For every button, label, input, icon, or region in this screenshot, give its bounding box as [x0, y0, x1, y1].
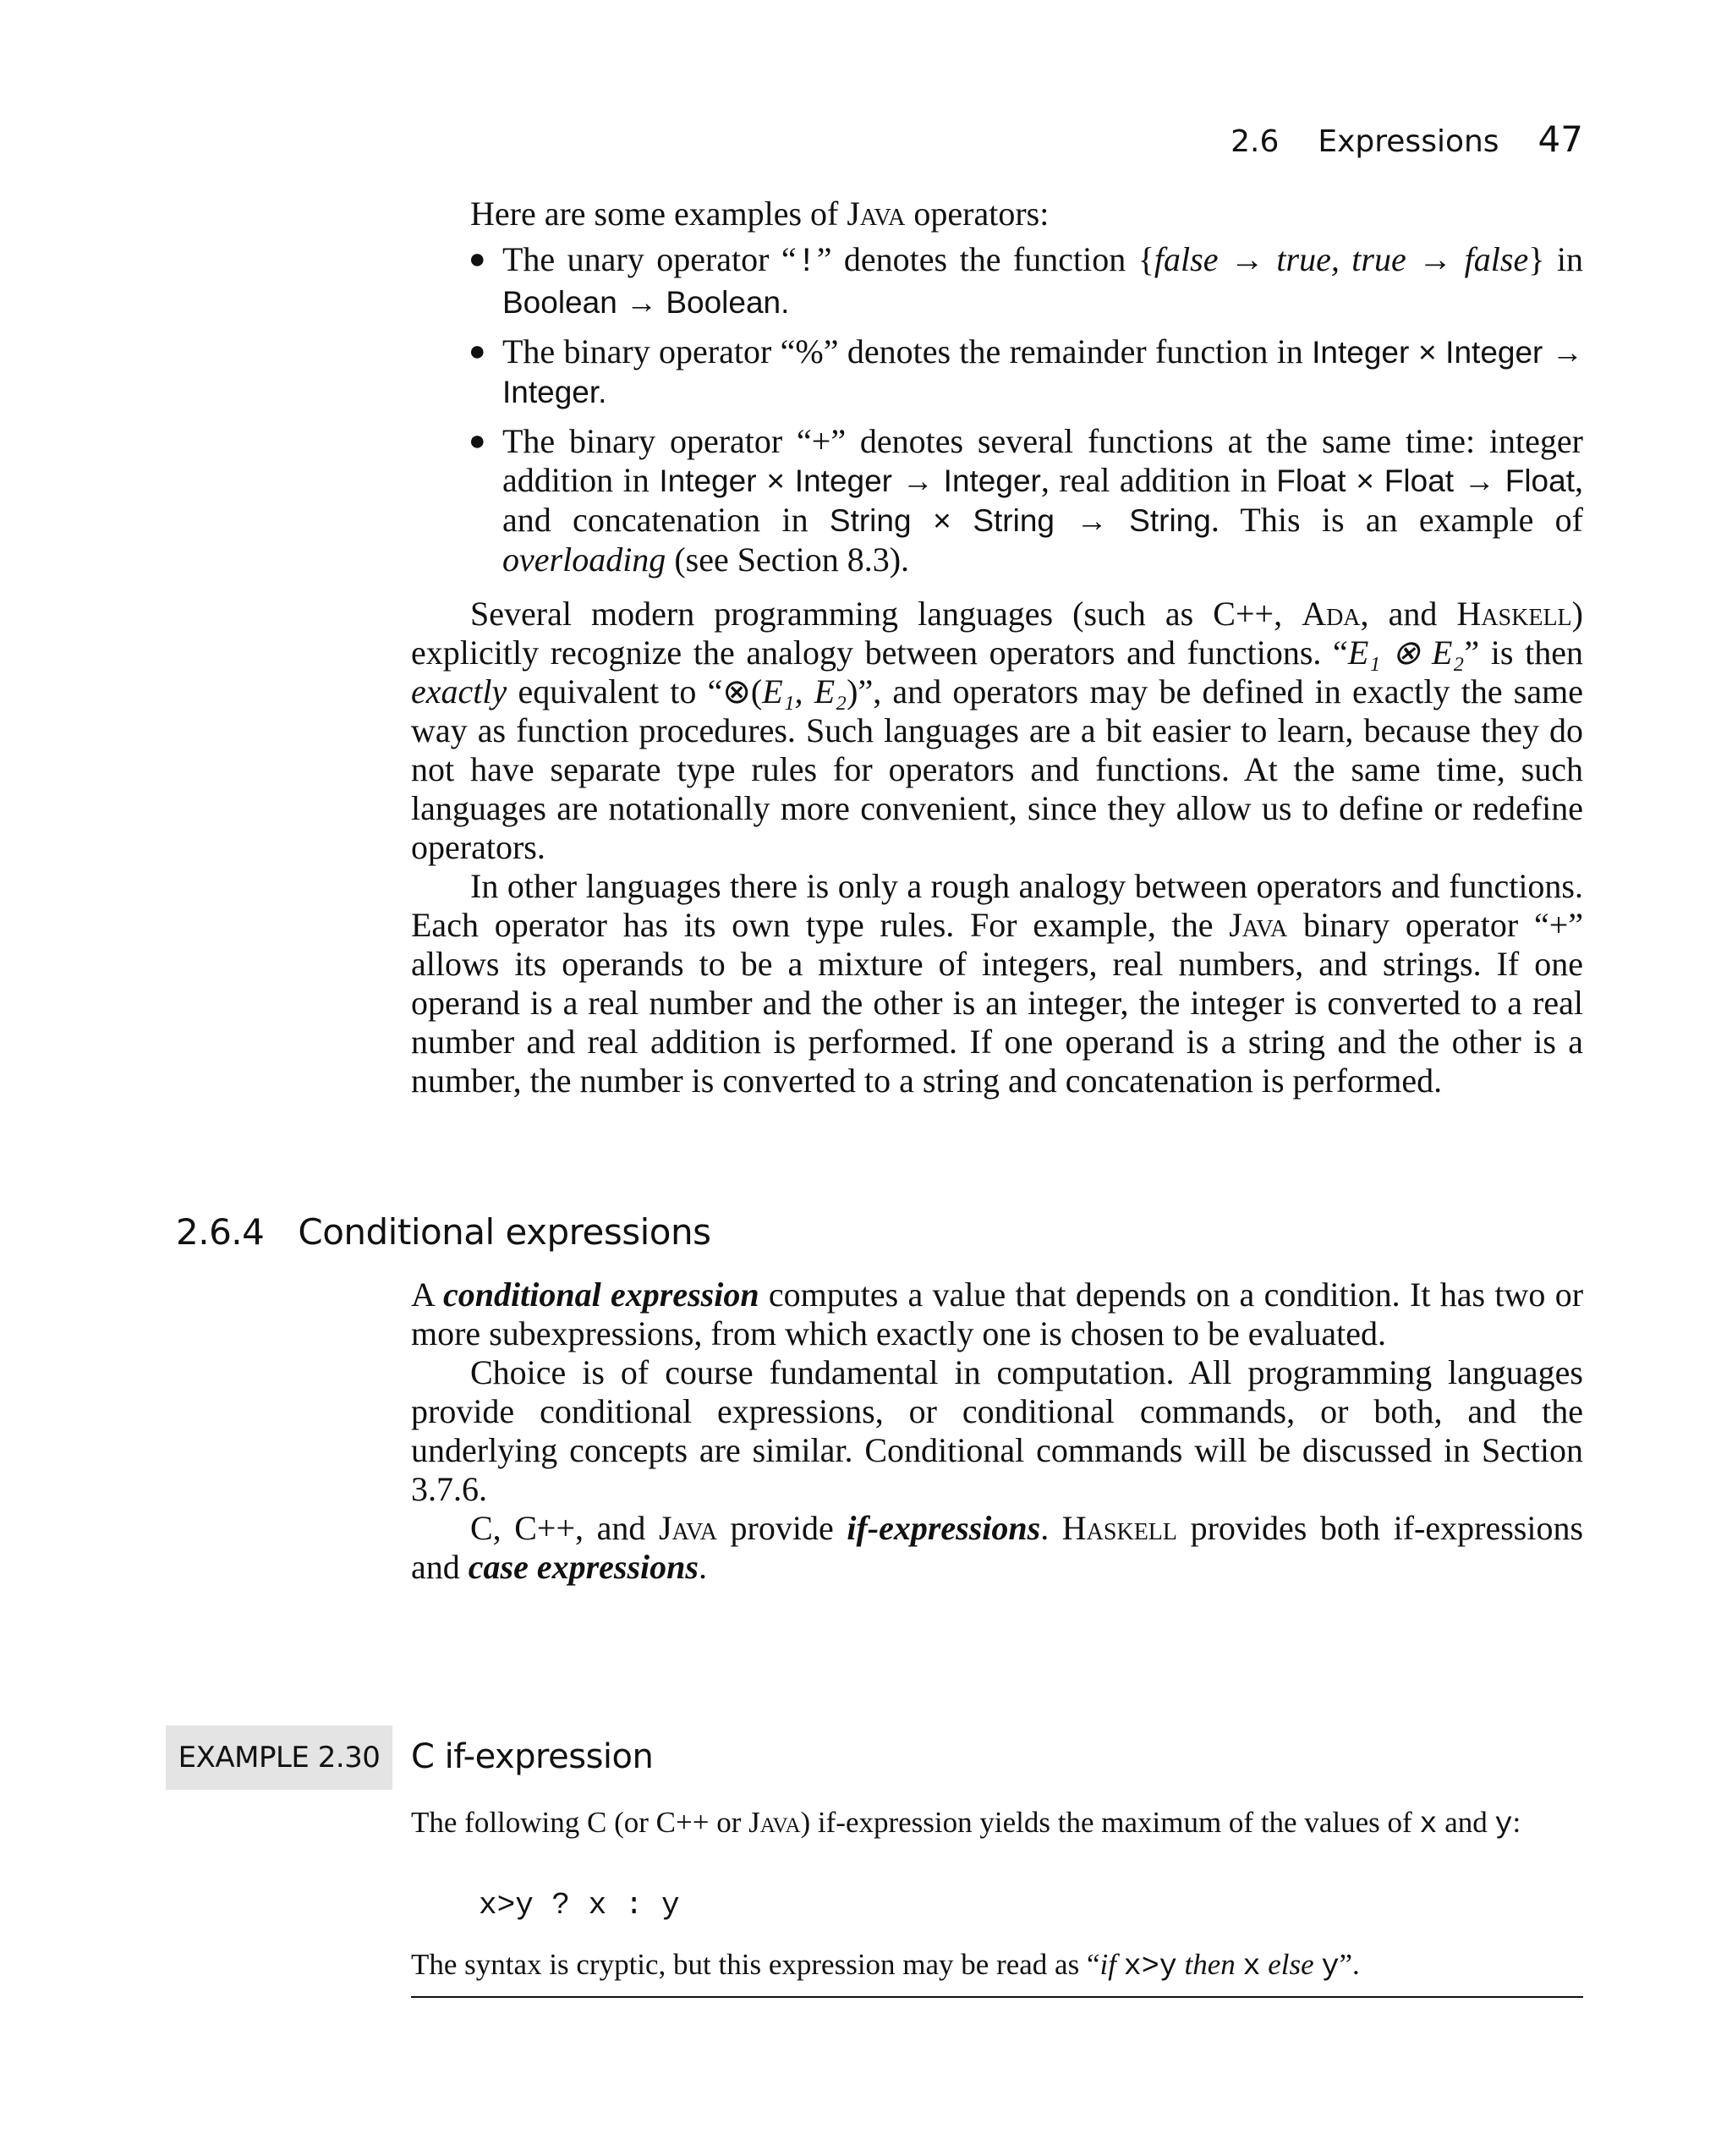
paragraph-choice: Choice is of course fundamental in computation. All programming languages provide conditional expressions, or conditional commands, or both, and the underlying concepts are similar. Conditional commands will be discussed in Section 3.7.6.: [411, 1353, 1583, 1508]
paragraph-text: ) if-expression yields the maximum of the values of: [800, 1806, 1420, 1839]
paragraph-text: provides both if-expressions and: [411, 1509, 1584, 1586]
math-expression: E₁, E₂: [762, 672, 847, 710]
paragraph-text: equivalent to “⊗(: [507, 672, 763, 710]
section-number: 2.6.4: [176, 1211, 265, 1253]
example-paragraph: [411, 1947, 1583, 1984]
intro-paragraph: [411, 195, 1583, 233]
code-identifier: x: [1419, 1808, 1438, 1841]
example-end-rule: [411, 1996, 1583, 1998]
paragraph-text: binary operator “+” allows its operands to be a mixture of integers, real numbers, and strings. If one operand is a real number and the other is an integer, the integer is converted to a real number and real addition is performed. If one operand is a string and the other is a number, the number is converted to a string and concatenation is performed.: [411, 906, 1584, 1100]
paragraph-text: , and: [1360, 595, 1457, 633]
paragraph-text: ” is then: [1464, 634, 1583, 672]
example-title: C if-expression: [411, 1737, 654, 1776]
item-text: ” denotes the function {: [816, 240, 1154, 278]
item-text: The binary operator “+” denotes several functions at the same time: integer addition in: [502, 422, 1583, 499]
operator-examples-list: [411, 240, 1583, 579]
item-text: (see Section 8.3).: [666, 540, 910, 579]
paragraph-operator-analogy: [411, 595, 1583, 867]
paragraph-text: and: [1437, 1806, 1495, 1839]
page-number: 47: [1537, 118, 1583, 160]
item-text: , and concatenation in: [502, 461, 1583, 539]
bullet-icon: ●: [469, 425, 486, 457]
paragraph-text: ”.: [1339, 1948, 1360, 1981]
bullet-icon: ●: [469, 336, 486, 367]
item-text: The unary operator “: [502, 240, 797, 278]
keyword-if: if: [1099, 1948, 1116, 1981]
java-name: Java: [658, 1509, 717, 1547]
paragraph-text: The following C (or C++ or: [411, 1806, 749, 1839]
paragraph-text: In other languages there is only a rough analogy between operators and functions. Each operator has its own type rules. For example, the: [411, 867, 1583, 944]
keyword-else: else: [1268, 1948, 1314, 1981]
operators-block: [411, 195, 1583, 1100]
type-expression: Integer × Integer → Integer.: [502, 335, 1583, 409]
paragraph-rough-analogy: [411, 867, 1583, 1100]
list-item: [411, 240, 1583, 322]
conditional-block: [411, 1275, 1583, 1587]
example-label: EXAMPLE 2.30: [166, 1725, 392, 1790]
haskell-name: Haskell: [1061, 1509, 1178, 1547]
type-expression: Float × Float → Float: [1276, 464, 1575, 498]
bullet-icon: ●: [469, 244, 486, 275]
paragraph-text: Several modern programming languages (such as C++,: [470, 595, 1302, 633]
paragraph-text: provide: [716, 1509, 847, 1547]
defined-term: case expressions: [468, 1548, 699, 1586]
java-name: Java: [1229, 906, 1288, 944]
paragraph-text: The syntax is cryptic, but this expression may be read as “: [411, 1948, 1100, 1981]
type-expression: Integer × Integer → Integer: [659, 464, 1041, 498]
list-item: [411, 422, 1583, 579]
intro-text: Here are some examples of: [470, 195, 847, 233]
function-mapping: false → true, true → false: [1154, 240, 1529, 278]
paragraph-definition: [411, 1275, 1583, 1353]
java-name: Java: [748, 1806, 801, 1839]
item-text: The binary operator “: [502, 332, 796, 370]
code-identifier: y: [1321, 1950, 1340, 1983]
operator-symbol: !: [796, 244, 817, 282]
paragraph-text: ) explicitly recognize the analogy between operators and functions. “: [411, 595, 1583, 672]
java-name: Java: [847, 195, 906, 233]
item-text: . This is an example of: [1210, 501, 1583, 539]
paragraph-text: computes a value that depends on a condition. It has two or more subexpressions, from which exactly one is chosen to be evaluated.: [411, 1275, 1584, 1352]
code-identifier: y: [1494, 1808, 1513, 1841]
keyword-then: then: [1184, 1948, 1236, 1981]
paragraph-text: .: [698, 1548, 707, 1586]
running-head: [1230, 118, 1583, 160]
code-identifier: x: [1242, 1950, 1261, 1983]
item-text: ” denotes the remainder function in: [823, 332, 1313, 370]
type-expression: String × String → String: [829, 503, 1211, 538]
haskell-name: Haskell: [1456, 595, 1572, 633]
operator-symbol: %: [795, 332, 824, 370]
section-heading: [176, 1211, 711, 1253]
example-paragraph: [411, 1805, 1583, 1842]
paragraph-text: .: [1040, 1509, 1062, 1547]
example-explanation: [411, 1947, 1583, 1984]
paragraph-text: A: [411, 1275, 443, 1314]
paragraph-if-expressions: [411, 1509, 1583, 1587]
example-intro: [411, 1805, 1583, 1842]
emphasis-text: exactly: [411, 672, 507, 710]
term-overloading: overloading: [502, 540, 666, 579]
intro-text-end: operators:: [905, 195, 1050, 233]
paragraph-text: C, C++, and: [470, 1509, 659, 1547]
section-title: Conditional expressions: [298, 1211, 711, 1253]
code-snippet: x>y ? x : y: [479, 1888, 680, 1923]
item-text: , real addition in: [1040, 461, 1277, 499]
paragraph-text: )”, and operators may be defined in exactly the same way as function procedures. Such languages are a bit easier to learn, because they do not have separate type rules for operators and functions. At the same time, such languages are notationally more convenient, since they allow us to define or redefine operators.: [411, 672, 1583, 866]
defined-term: if-expressions: [847, 1509, 1041, 1547]
ada-name: Ada: [1302, 595, 1361, 633]
type-expression: Boolean → Boolean.: [502, 285, 790, 320]
list-item: [411, 332, 1583, 412]
running-head-title: Expressions: [1318, 124, 1499, 159]
code-condition: x>y: [1123, 1950, 1177, 1983]
paragraph-text: :: [1512, 1806, 1521, 1839]
item-text: } in: [1528, 240, 1584, 278]
math-expression: E₁ ⊗ E₂: [1347, 634, 1465, 672]
running-head-section: 2.6: [1230, 124, 1280, 159]
defined-term: conditional expression: [443, 1275, 759, 1314]
